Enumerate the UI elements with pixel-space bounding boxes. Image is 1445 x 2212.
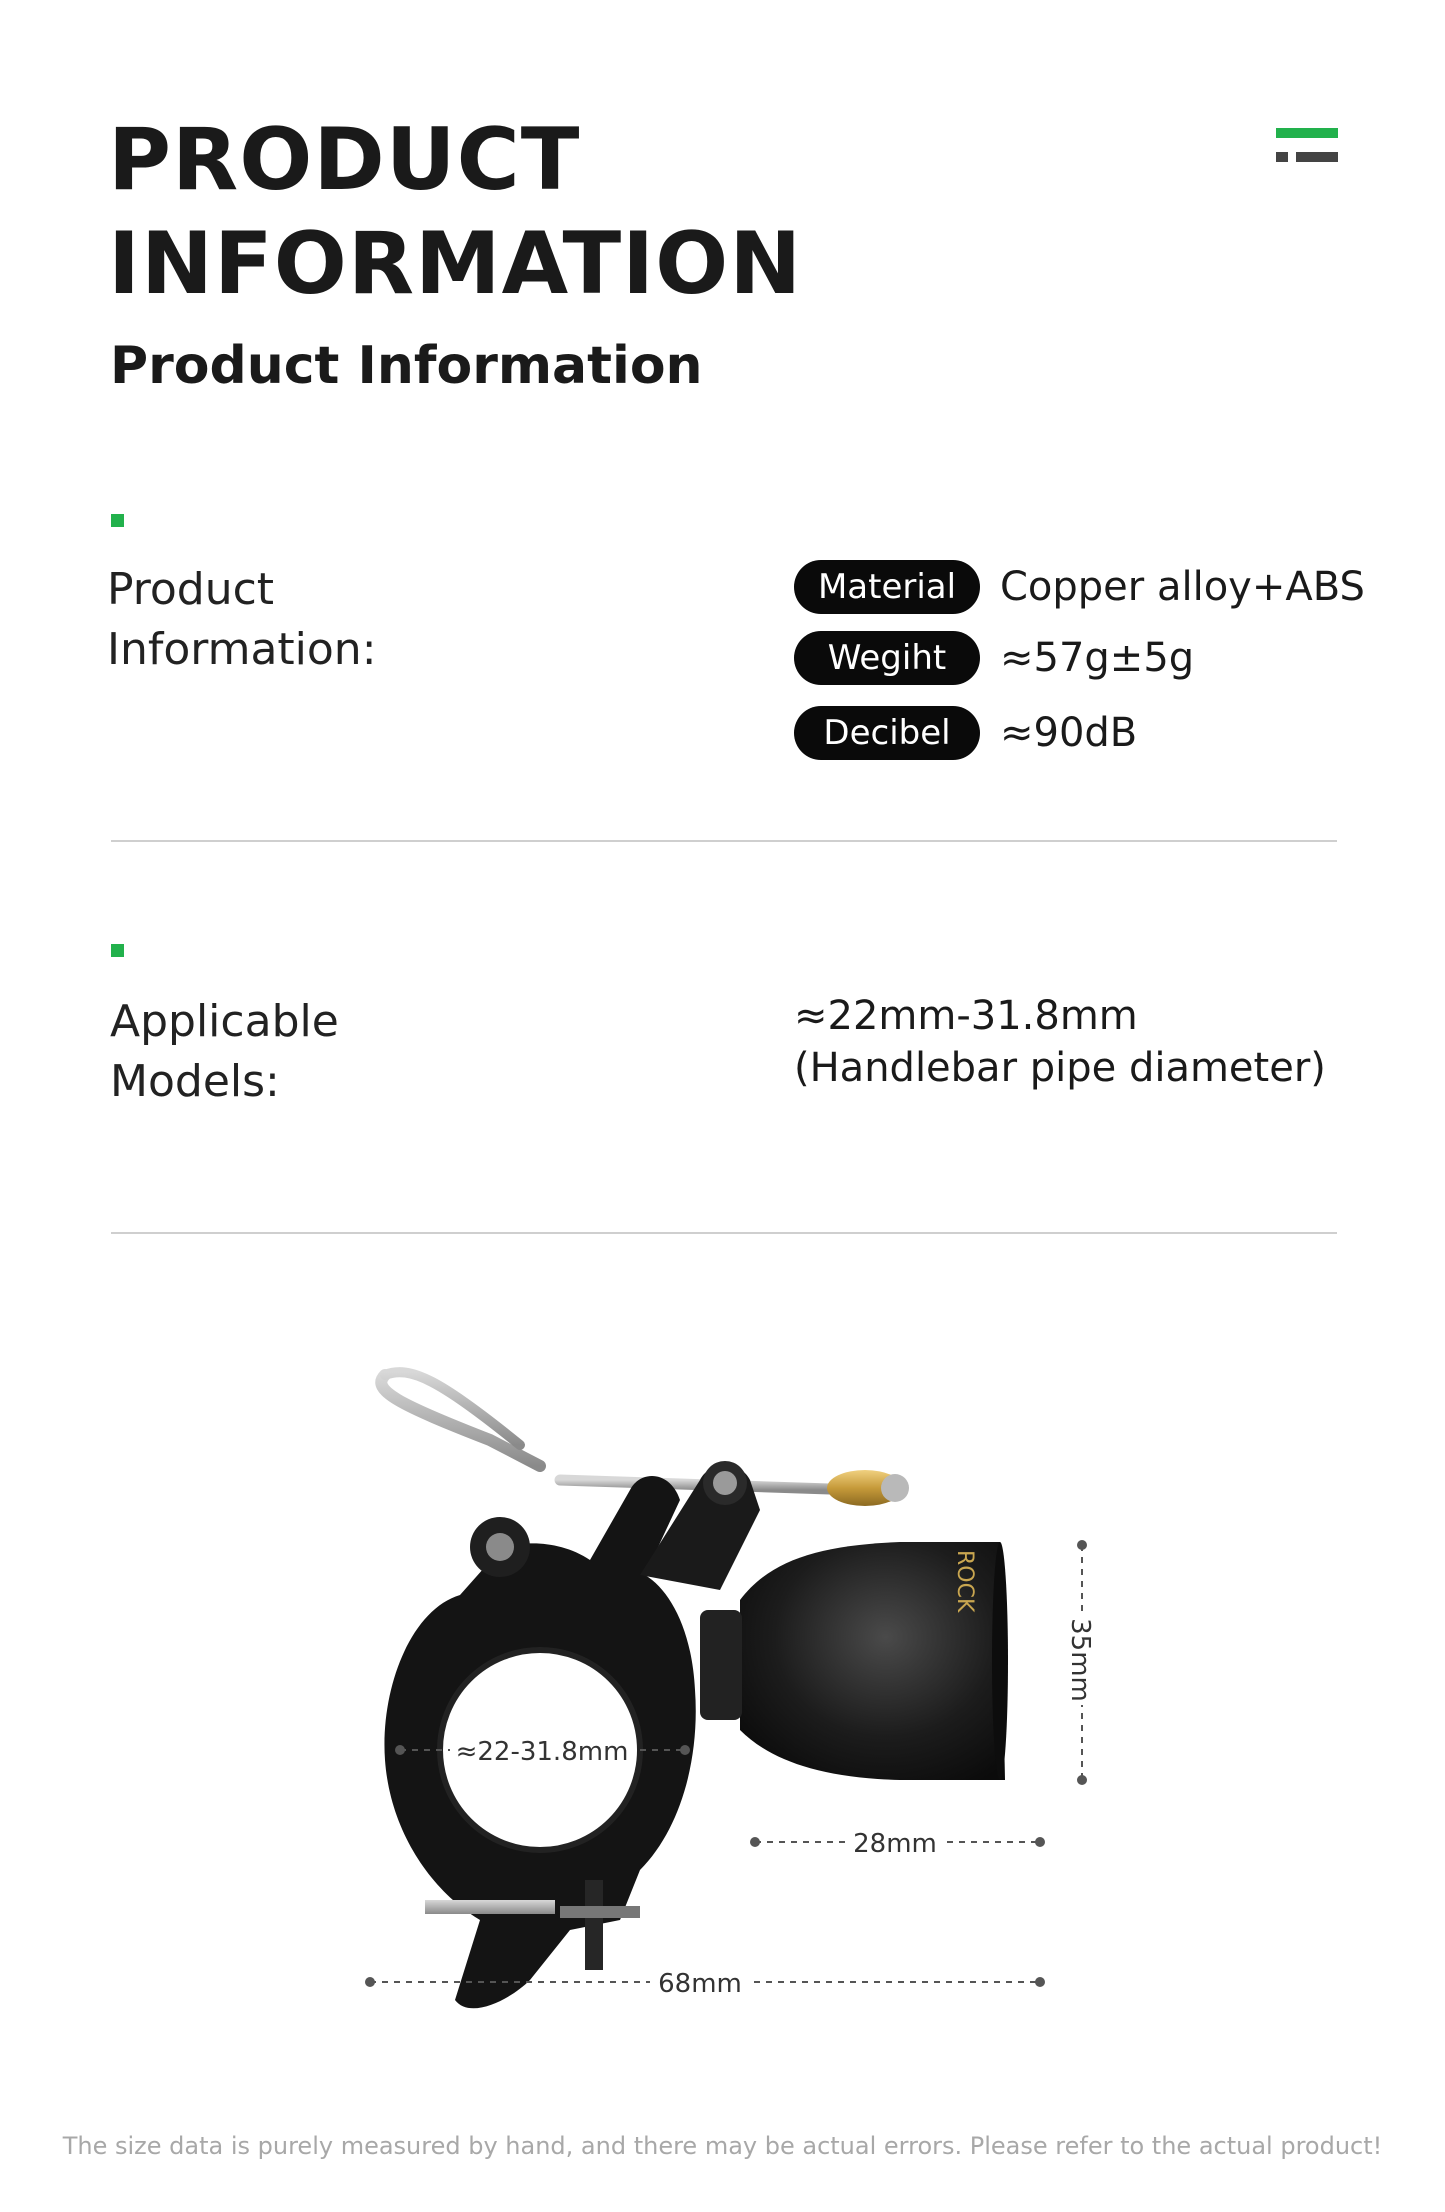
bell-brand-text: ROCK xyxy=(952,1550,977,1613)
spec-name-pill: Wegiht xyxy=(794,631,980,685)
product-info-label: Product Information: xyxy=(107,564,377,675)
page-subtitle: Product Information xyxy=(110,336,703,396)
section-marker-icon xyxy=(111,944,124,957)
page-title-line-2: INFORMATION xyxy=(108,214,803,314)
spec-row-decibel xyxy=(794,706,1137,760)
page-title xyxy=(108,108,802,316)
applicable-models-label: Applicable Models: xyxy=(110,996,339,1107)
applicable-models-value xyxy=(794,990,1326,1094)
spec-value: Copper alloy+ABS xyxy=(1000,564,1365,610)
section-divider xyxy=(111,1232,1337,1234)
spec-row-material xyxy=(794,560,1365,614)
total-width-label: 68mm xyxy=(658,1969,742,1999)
spec-value: ≈90dB xyxy=(1000,710,1138,756)
spec-value: ≈57g±5g xyxy=(1000,635,1195,681)
product-diagram xyxy=(340,1360,1100,2040)
section-marker-icon xyxy=(111,514,124,527)
brand-mark-icon xyxy=(1276,128,1338,168)
models-note: (Handlebar pipe diameter) xyxy=(794,1045,1326,1091)
bell-width-label: 28mm xyxy=(853,1829,937,1859)
spec-row-weight xyxy=(794,631,1194,685)
bell-height-label: 35mm xyxy=(1065,1618,1095,1702)
models-range: ≈22mm-31.8mm xyxy=(794,993,1138,1039)
bike-bell-illustration xyxy=(340,1360,1100,2040)
clamp-diameter-label: ≈22-31.8mm xyxy=(455,1737,629,1767)
disclaimer-text: The size data is purely measured by hand, and there may be actual errors. Please refer to the actual product! xyxy=(62,2132,1383,2160)
spec-name-pill: Decibel xyxy=(794,706,980,760)
section-divider xyxy=(111,840,1337,842)
page-title-line-1: PRODUCT xyxy=(108,110,581,210)
spec-name-pill: Material xyxy=(794,560,980,614)
